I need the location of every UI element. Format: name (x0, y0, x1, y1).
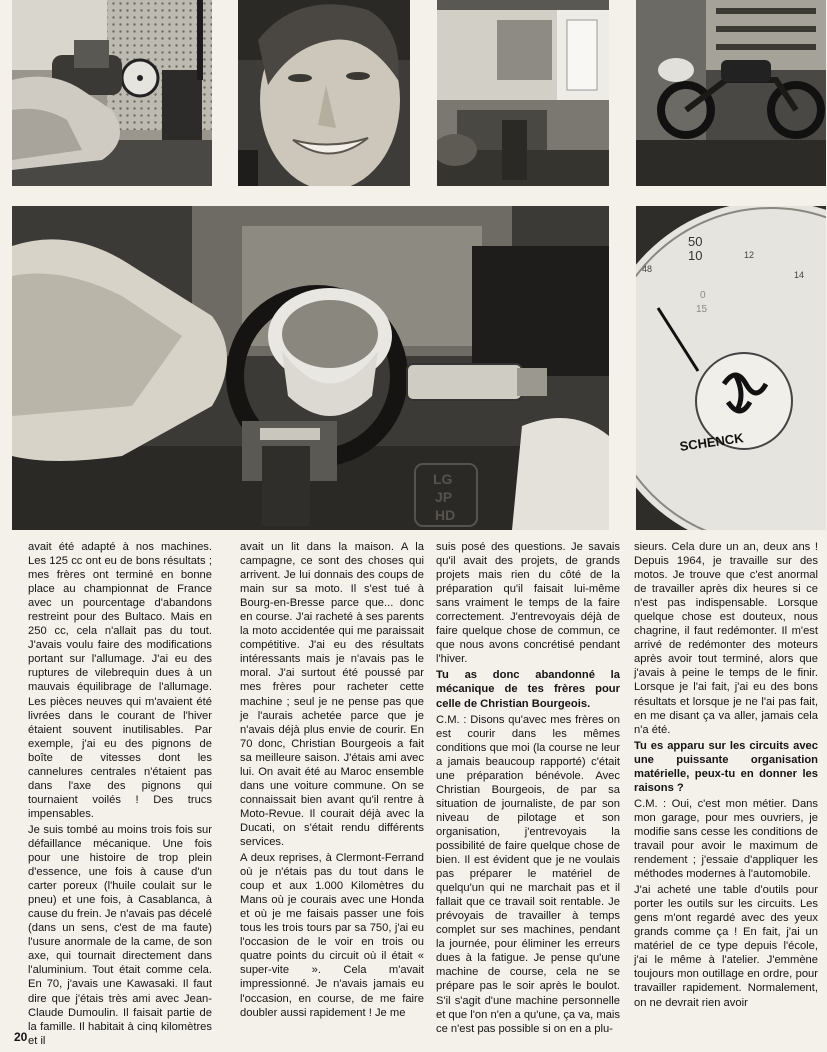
svg-text:JP: JP (435, 489, 453, 505)
photo-dial-gauge-stand (12, 0, 212, 186)
gauge-num-15: 15 (696, 304, 708, 315)
photo-motorcycle-workshop (636, 0, 826, 186)
gauge-num-48: 48 (642, 264, 653, 274)
interview-question: Tu es apparu sur les circuits avec une puissante organisation matérielle, peux-tu en donner les raisons ? (634, 739, 818, 794)
interview-question: Tu as donc abandonné la mécanique de tes frères pour celle de Christian Bourgeois. (436, 669, 620, 710)
svg-text:HD: HD (435, 507, 456, 523)
photo-portrait-man (238, 0, 410, 186)
gauge-scale-top: 50 (688, 234, 703, 249)
gauge-scale-top2: 10 (688, 248, 703, 263)
gauge-num-12: 12 (744, 250, 755, 260)
paragraph: suis posé des questions. Je savais qu'il avait des projets, de grands projets mais rien du côté de la préparation qu'il faisait lui-même sans vraiment le temps de la faire correctement. J'entrevoyais déjà de faire quelque chose de commun, ce que nous avons concrétisé pendant l'hiver. (436, 541, 620, 666)
photo-schenck-gauge (636, 206, 826, 530)
page-number: 20 (14, 1030, 28, 1044)
text-column-3 (436, 540, 620, 1038)
photo-workshop-room (437, 0, 609, 186)
gauge-num-14: 14 (794, 270, 805, 280)
paragraph: sieurs. Cela dure un an, deux ans ! Depuis 1964, je travaille sur des motos. Je trouve que c'est anormal de travailler après dix heures si ce n'est pas indispensable. Lorsque quelque chose est douteux, nous chagrine, il faut redémonter. Il m'est arrivé de redémonter des moteurs après avoir tout terminé, alors que j'avais à peine le temps de le finir. Lorsque je l'ai fait, j'ai eu des bons résultats et lorsque je ne l'ai pas fait, en me disant ça va aller, jamais cela n'a été. (634, 541, 818, 736)
paragraph: avait un lit dans la maison. A la campagne, ce sont des choses qui arrivent. Je lui donnais des coups de main sur sa moto. Il s'est tué à Bourg-en-Bresse parce que... donc en course. J'ai racheté à ses parents la moto accidentée qui me paraissait compétitive. J'ai eu des résultats intéressants mais je n'avais pas le moral. J'ai surtout été poussé par mes frères pour racheter cette machine ; seul je ne pense pas que je l'aurais achetée parce que je n'avais déjà plus envie de courir. En 70 donc, Christian Bourgeois a fait sa meilleure saison. J'étais ami avec lui. On avait été au Maroc ensemble dans une voiture commune. On se connaissait bien avant qu'il rentre à Moto-Revue. Il courait déjà avec la Ducati, on s'était rendu différents services. (240, 541, 424, 848)
schenck-logo-text: SCHENCK (678, 430, 745, 454)
svg-text:LG: LG (433, 471, 453, 487)
gauge-num-0: 0 (700, 290, 706, 301)
paragraph: J'ai acheté une table d'outils pour porter les outils sur les circuits. Les gens m'ont regardé avec des yeux grands comme ça ! En fait, j'ai un matériel de ce type depuis l'école, j'ai le même à l'atelier. J'emmène toujours mon outillage en ordre, pour travailler rapidement. Normalement, on ne devrait rien avoir (634, 884, 818, 1009)
paragraph: Je suis tombé au moins trois fois sur défaillance mécanique. Une fois pour une histoire de trop plein d'essence, une fois à cause d'un carter poreux (l'huile coulait sur le pneu) et une fois, à Casablanca, à cause du frein. Je n'avais pas décelé (dans un sens, c'est de ma faute) l'usure anormale de la came, de son axe, qui tournait directement dans l'aluminium. Tout était comme cela. En 70, j'avais une Kawasaki. Il faut dire que j'étais très ami avec Jean-Claude Dumoulin. Il faisait partie de la famille. Il habitait à cinq kilomètres et il (28, 823, 212, 1047)
paragraph: avait été adapté à nos machines. Les 125 cc ont eu de bons résultats ; mes frères ont terminé en bonne place au championnat de France avec un pourcentage d'abandons restreint pour des Bultaco. Mais en 250 cc, cela n'allait pas du tout. J'avais voulu faire des modifications portant sur l'allumage. J'ai eu des ruptures de vilebrequin dues à un mauvais équilibrage de l'allumage. Les pièces neuves qui m'avaient été livrées dans le courant de l'hiver étaient souvent inutilisables. Par exemple, j'ai eu des pignons de boîte de vitesses dont les cannelures centrales n'étaient pas dans l'axe des pignons qui tournaient voilés ! Des trucs impensables. (28, 541, 212, 820)
paragraph: C.M. : Oui, c'est mon métier. Dans mon garage, pour mes ouvriers, je modifie sans cesse les conditions de travail pour avoir le maximum de rendement ; j'essaie d'appliquer les méthodes modernes à l'automobile. (634, 797, 818, 881)
text-column-1 (28, 540, 212, 1050)
photo-micrometer-piston (12, 206, 609, 530)
text-column-4 (634, 540, 818, 1012)
paragraph: C.M. : Disons qu'avec mes frères on est courir dans les mêmes conditions que moi (la course ne leur a jamais beaucoup rapporté) c'était une préparation bénévole. Avec Christian Bourgeois, de par sa situation de journaliste, de par son niveau de pilotage et son organisation, j'entrevoyais la possibilité de faire quelque chose de bien. Il est évident que je ne voulais pas préparer le matériel de quelqu'un qui ne marchait pas et il fallait que ce travail soit rentable. Je prévoyais de travailler à temps complet sur ses machines, pendant la journée, pour éliminer les erreurs dues à la fatigue. Je pense qu'une machine de course, cela ne se prépare pas le soir après le boulot. S'il s'agit d'une machine personnelle et que l'on n'en a qu'une, ça va, mais ce n'est pas possible si on en a plu- (436, 713, 620, 1035)
text-column-2 (240, 540, 424, 1022)
paragraph: A deux reprises, à Clermont-Ferrand où je n'étais pas du tout dans le coup et aux 1.000 Kilomètres du Mans où je courais avec une Honda et où je me faisais passer une fois tous les trois tours par sa 750, j'ai eu l'occasion de le voir en trois ou quatre points du circuit où il était « super-vite ». Cela m'avait impressionné. Je n'avais jamais eu l'occasion, en course, de me faire doubler aussi rapidement ! Je me (240, 852, 424, 1019)
watermark-logo (413, 462, 479, 528)
